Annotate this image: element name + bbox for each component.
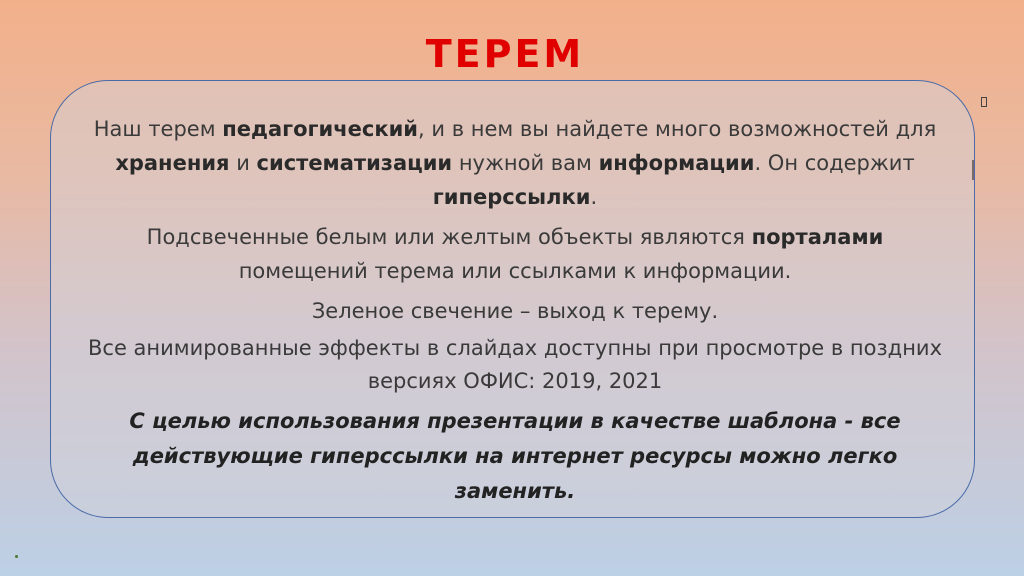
text-run: нужной вам [452,151,599,175]
paragraph-intro [80,112,950,214]
bold-run: порталами [751,225,884,249]
text-run: и [229,151,257,175]
bold-run: хранения [115,151,230,175]
info-text [80,112,950,509]
bold-run: гиперссылки [432,185,591,209]
decorative-dot [15,555,18,558]
text-run: Наш терем [93,117,223,141]
bold-run: систематизации [256,151,453,175]
paragraph-portals [80,220,950,288]
text-run: . [590,185,598,209]
text-run: , и в нем вы найдете много возможностей для [418,117,937,141]
text-run: Подсвеченные белым или желтым объекты являются [146,225,752,249]
bold-run: информации [598,151,755,175]
text-run: помещений терема или ссылками к информации. [238,259,792,283]
bold-run: педагогический [222,117,419,141]
paragraph-template-note: С целью использования презентации в качестве шаблона - все действующие гиперссылки на интернет ресурсы можно легко заменить. [129,409,901,503]
document-icon[interactable] [981,97,987,107]
slide-title: ТЕРЕМ [425,32,585,76]
panel-edge-mark [972,160,974,180]
text-run: . Он содержит [754,151,915,175]
paragraph-animations: Все анимированные эффекты в слайдах доступны при просмотре в поздних версиях ОФИС: 2019, 2021 [88,336,942,393]
paragraph-green-glow: Зеленое свечение – выход к терему. [311,299,719,323]
